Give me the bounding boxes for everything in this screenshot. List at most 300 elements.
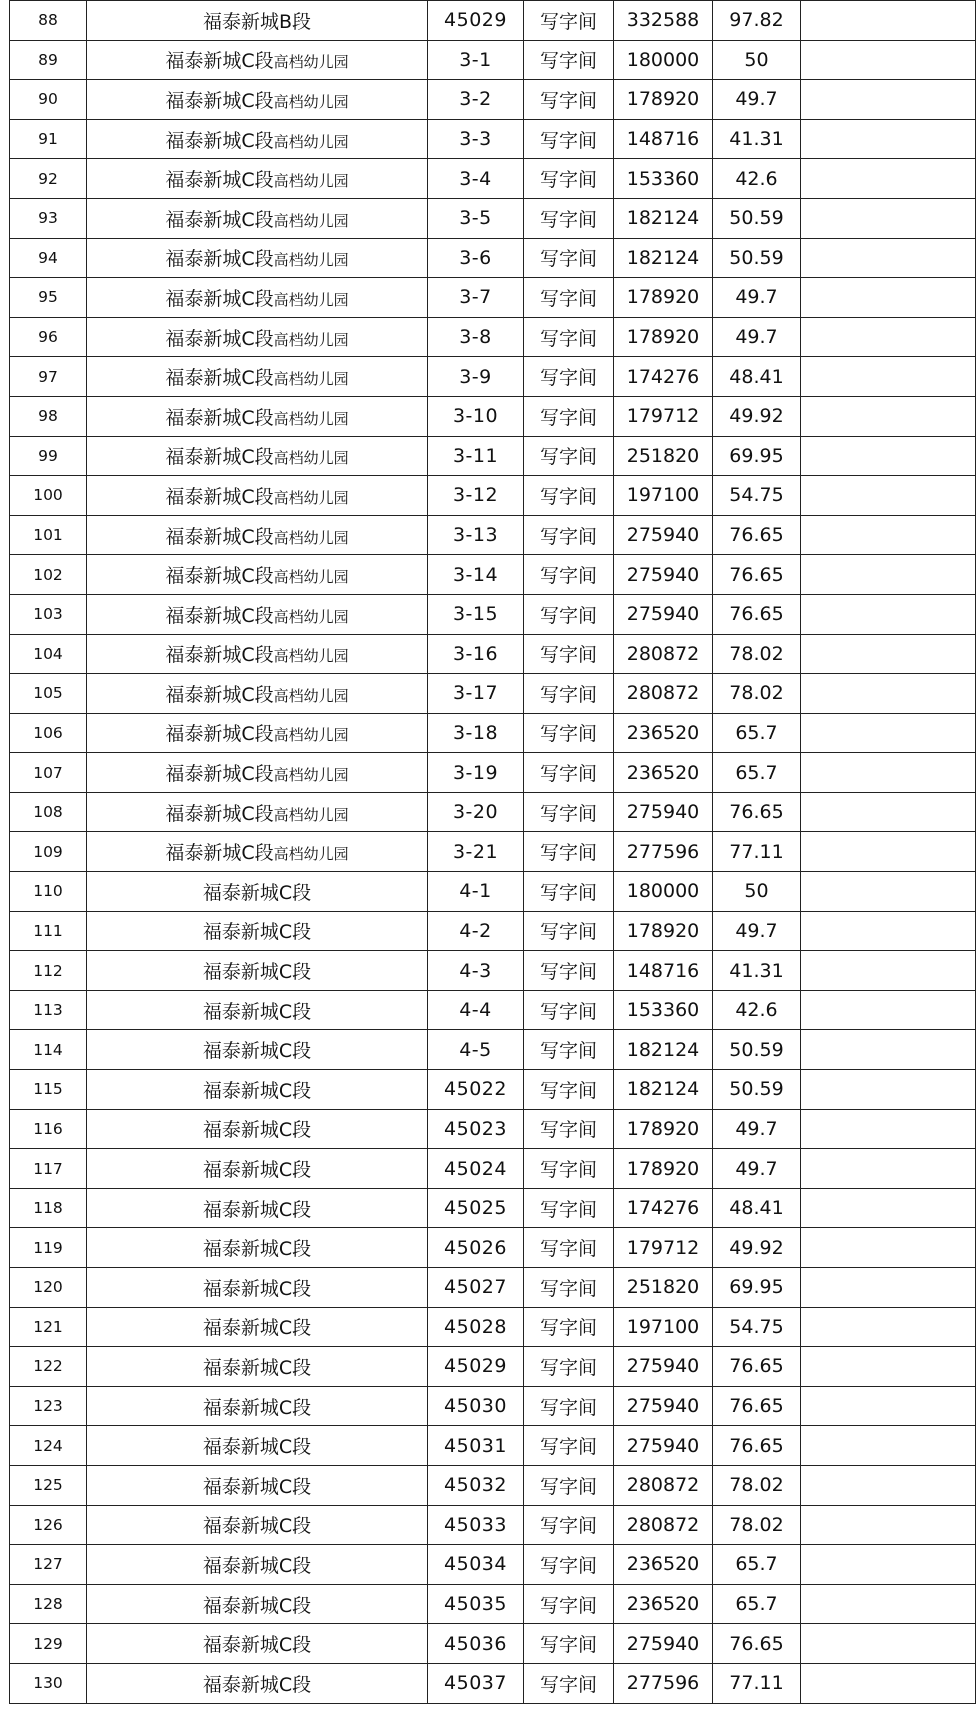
table-row [10, 713, 976, 753]
project-name: 福泰新城C段 [165, 525, 274, 548]
cell-row-number: 123 [10, 1386, 87, 1426]
project-name: 福泰新城C段 [165, 327, 274, 350]
cell-row-number: 90 [10, 80, 87, 120]
cell-blank [801, 1030, 976, 1070]
cell-usage: 写字间 [524, 911, 614, 951]
project-name: 福泰新城C段 [202, 1198, 312, 1221]
cell-unit-number: 45031 [428, 1426, 524, 1466]
cell-area: 49.7 [713, 317, 801, 357]
cell-blank [801, 317, 976, 357]
cell-unit-number: 3-21 [428, 832, 524, 872]
cell-project [87, 1109, 428, 1149]
cell-area: 77.11 [713, 832, 801, 872]
cell-total-price: 275940 [614, 515, 713, 555]
cell-usage: 写字间 [524, 238, 614, 278]
project-name: 福泰新城C段 [165, 802, 274, 825]
project-name: 福泰新城C段 [202, 1238, 312, 1261]
cell-area: 65.7 [713, 1584, 801, 1624]
cell-unit-number: 3-8 [428, 317, 524, 357]
project-name: 福泰新城C段 [165, 446, 274, 469]
cell-area: 78.02 [713, 674, 801, 714]
cell-total-price: 280872 [614, 634, 713, 674]
cell-unit-number: 3-16 [428, 634, 524, 674]
project-note: 高档幼儿园 [273, 845, 349, 864]
property-table-wrapper [9, 0, 976, 1704]
cell-usage: 写字间 [524, 1545, 614, 1585]
cell-area: 78.02 [713, 1505, 801, 1545]
project-name: 福泰新城C段 [202, 961, 312, 984]
cell-unit-number: 3-10 [428, 396, 524, 436]
cell-total-price: 236520 [614, 1545, 713, 1585]
cell-row-number: 111 [10, 911, 87, 951]
cell-total-price: 275940 [614, 792, 713, 832]
table-row [10, 674, 976, 714]
cell-total-price: 178920 [614, 317, 713, 357]
project-name: 福泰新城C段 [202, 1515, 312, 1538]
cell-total-price: 275940 [614, 1386, 713, 1426]
cell-project [87, 713, 428, 753]
cell-area: 41.31 [713, 119, 801, 159]
cell-usage: 写字间 [524, 159, 614, 199]
cell-blank [801, 990, 976, 1030]
cell-area: 65.7 [713, 713, 801, 753]
cell-blank [801, 476, 976, 516]
project-name: 福泰新城C段 [202, 1594, 312, 1617]
cell-unit-number: 45024 [428, 1149, 524, 1189]
cell-project [87, 555, 428, 595]
table-row [10, 1663, 976, 1703]
cell-usage: 写字间 [524, 396, 614, 436]
cell-project [87, 357, 428, 397]
cell-total-price: 180000 [614, 872, 713, 912]
cell-row-number: 127 [10, 1545, 87, 1585]
table-row [10, 1465, 976, 1505]
cell-area: 76.65 [713, 1426, 801, 1466]
project-note: 高档幼儿园 [273, 330, 349, 349]
cell-total-price: 178920 [614, 1149, 713, 1189]
cell-total-price: 251820 [614, 1268, 713, 1308]
cell-usage: 写字间 [524, 1386, 614, 1426]
cell-project [87, 1188, 428, 1228]
cell-usage: 写字间 [524, 1584, 614, 1624]
cell-project [87, 1663, 428, 1703]
cell-row-number: 119 [10, 1228, 87, 1268]
project-name: 福泰新城C段 [202, 1673, 312, 1696]
table-row [10, 872, 976, 912]
cell-usage: 写字间 [524, 1070, 614, 1110]
cell-row-number: 114 [10, 1030, 87, 1070]
cell-total-price: 174276 [614, 357, 713, 397]
cell-area: 65.7 [713, 1545, 801, 1585]
cell-project [87, 1386, 428, 1426]
cell-total-price: 178920 [614, 80, 713, 120]
project-name: 福泰新城B段 [202, 10, 312, 33]
project-name: 福泰新城C段 [202, 1554, 312, 1577]
cell-row-number: 113 [10, 990, 87, 1030]
cell-usage: 写字间 [524, 40, 614, 80]
property-table [9, 0, 976, 1704]
cell-blank [801, 238, 976, 278]
cell-usage: 写字间 [524, 317, 614, 357]
cell-project [87, 674, 428, 714]
project-name: 福泰新城C段 [202, 1079, 312, 1102]
cell-area: 49.7 [713, 911, 801, 951]
cell-project [87, 515, 428, 555]
cell-usage: 写字间 [524, 476, 614, 516]
project-note: 高档幼儿园 [273, 370, 349, 389]
project-name: 福泰新城C段 [165, 763, 274, 786]
cell-unit-number: 45033 [428, 1505, 524, 1545]
project-name: 福泰新城C段 [165, 50, 274, 73]
project-name: 福泰新城C段 [202, 921, 312, 944]
cell-area: 78.02 [713, 1465, 801, 1505]
cell-row-number: 122 [10, 1347, 87, 1387]
project-name: 福泰新城C段 [165, 248, 274, 271]
cell-row-number: 118 [10, 1188, 87, 1228]
cell-unit-number: 3-13 [428, 515, 524, 555]
project-name: 福泰新城C段 [165, 842, 274, 865]
project-note: 高档幼儿园 [273, 766, 349, 785]
project-name: 福泰新城C段 [165, 287, 274, 310]
cell-area: 76.65 [713, 792, 801, 832]
cell-usage: 写字间 [524, 792, 614, 832]
cell-blank [801, 1584, 976, 1624]
cell-total-price: 182124 [614, 1030, 713, 1070]
cell-project [87, 278, 428, 318]
cell-row-number: 101 [10, 515, 87, 555]
cell-project [87, 317, 428, 357]
cell-total-price: 275940 [614, 1624, 713, 1664]
cell-area: 49.7 [713, 1109, 801, 1149]
cell-project [87, 238, 428, 278]
cell-project [87, 1070, 428, 1110]
cell-blank [801, 1624, 976, 1664]
cell-row-number: 93 [10, 198, 87, 238]
project-name: 福泰新城C段 [202, 1475, 312, 1498]
cell-unit-number: 45022 [428, 1070, 524, 1110]
project-name: 福泰新城C段 [165, 89, 274, 112]
project-name: 福泰新城C段 [165, 485, 274, 508]
cell-blank [801, 594, 976, 634]
cell-blank [801, 713, 976, 753]
project-note: 高档幼儿园 [273, 290, 349, 309]
cell-project [87, 436, 428, 476]
cell-blank [801, 1228, 976, 1268]
cell-area: 50 [713, 872, 801, 912]
table-row [10, 476, 976, 516]
cell-total-price: 280872 [614, 1505, 713, 1545]
cell-usage: 写字间 [524, 1307, 614, 1347]
cell-row-number: 94 [10, 238, 87, 278]
table-row [10, 278, 976, 318]
cell-total-price: 182124 [614, 198, 713, 238]
cell-usage: 写字间 [524, 515, 614, 555]
cell-row-number: 117 [10, 1149, 87, 1189]
cell-usage: 写字间 [524, 1268, 614, 1308]
cell-usage: 写字间 [524, 198, 614, 238]
cell-blank [801, 1268, 976, 1308]
cell-blank [801, 555, 976, 595]
cell-row-number: 115 [10, 1070, 87, 1110]
cell-row-number: 103 [10, 594, 87, 634]
cell-blank [801, 396, 976, 436]
cell-row-number: 98 [10, 396, 87, 436]
cell-area: 76.65 [713, 555, 801, 595]
project-note: 高档幼儿园 [273, 805, 349, 824]
cell-unit-number: 45034 [428, 1545, 524, 1585]
cell-row-number: 110 [10, 872, 87, 912]
cell-project [87, 1347, 428, 1387]
cell-area: 76.65 [713, 1624, 801, 1664]
cell-row-number: 130 [10, 1663, 87, 1703]
cell-total-price: 275940 [614, 555, 713, 595]
cell-blank [801, 436, 976, 476]
cell-usage: 写字间 [524, 634, 614, 674]
cell-blank [801, 634, 976, 674]
table-row [10, 1268, 976, 1308]
cell-usage: 写字间 [524, 594, 614, 634]
cell-area: 69.95 [713, 1268, 801, 1308]
cell-total-price: 277596 [614, 1663, 713, 1703]
table-row [10, 1426, 976, 1466]
project-name: 福泰新城C段 [202, 1396, 312, 1419]
cell-unit-number: 3-6 [428, 238, 524, 278]
cell-total-price: 197100 [614, 1307, 713, 1347]
table-row [10, 1505, 976, 1545]
cell-usage: 写字间 [524, 80, 614, 120]
cell-project [87, 1268, 428, 1308]
cell-row-number: 107 [10, 753, 87, 793]
cell-project [87, 634, 428, 674]
project-name: 福泰新城C段 [202, 1000, 312, 1023]
cell-unit-number: 45026 [428, 1228, 524, 1268]
table-row [10, 1624, 976, 1664]
cell-row-number: 128 [10, 1584, 87, 1624]
cell-total-price: 277596 [614, 832, 713, 872]
project-name: 福泰新城C段 [202, 1356, 312, 1379]
cell-area: 49.7 [713, 1149, 801, 1189]
project-name: 福泰新城C段 [202, 1040, 312, 1063]
cell-project [87, 911, 428, 951]
cell-row-number: 124 [10, 1426, 87, 1466]
cell-unit-number: 3-20 [428, 792, 524, 832]
cell-blank [801, 119, 976, 159]
project-name: 福泰新城C段 [202, 1436, 312, 1459]
cell-usage: 写字间 [524, 1, 614, 41]
cell-project [87, 40, 428, 80]
cell-project [87, 1030, 428, 1070]
cell-area: 65.7 [713, 753, 801, 793]
cell-blank [801, 1545, 976, 1585]
cell-project [87, 753, 428, 793]
cell-unit-number: 45025 [428, 1188, 524, 1228]
cell-blank [801, 674, 976, 714]
cell-row-number: 92 [10, 159, 87, 199]
cell-project [87, 1624, 428, 1664]
cell-row-number: 91 [10, 119, 87, 159]
cell-unit-number: 3-18 [428, 713, 524, 753]
table-row [10, 1228, 976, 1268]
cell-blank [801, 1307, 976, 1347]
cell-row-number: 108 [10, 792, 87, 832]
cell-area: 76.65 [713, 515, 801, 555]
cell-blank [801, 1347, 976, 1387]
cell-total-price: 236520 [614, 1584, 713, 1624]
cell-usage: 写字间 [524, 119, 614, 159]
cell-row-number: 106 [10, 713, 87, 753]
table-row [10, 1, 976, 41]
cell-row-number: 102 [10, 555, 87, 595]
cell-unit-number: 45035 [428, 1584, 524, 1624]
cell-area: 50.59 [713, 1070, 801, 1110]
project-name: 福泰新城C段 [165, 683, 274, 706]
project-name: 福泰新城C段 [202, 1317, 312, 1340]
cell-blank [801, 872, 976, 912]
cell-project [87, 951, 428, 991]
cell-area: 77.11 [713, 1663, 801, 1703]
cell-project [87, 1307, 428, 1347]
cell-usage: 写字间 [524, 357, 614, 397]
cell-unit-number: 45023 [428, 1109, 524, 1149]
project-note: 高档幼儿园 [273, 172, 349, 191]
table-row [10, 396, 976, 436]
cell-row-number: 125 [10, 1465, 87, 1505]
cell-project [87, 159, 428, 199]
project-note: 高档幼儿园 [273, 409, 349, 428]
cell-total-price: 153360 [614, 990, 713, 1030]
cell-blank [801, 1465, 976, 1505]
cell-area: 49.92 [713, 396, 801, 436]
project-name: 福泰新城C段 [165, 723, 274, 746]
cell-unit-number: 3-15 [428, 594, 524, 634]
cell-unit-number: 45037 [428, 1663, 524, 1703]
cell-area: 76.65 [713, 1347, 801, 1387]
cell-usage: 写字间 [524, 990, 614, 1030]
cell-total-price: 182124 [614, 1070, 713, 1110]
cell-area: 69.95 [713, 436, 801, 476]
project-note: 高档幼儿园 [273, 568, 349, 587]
cell-total-price: 178920 [614, 278, 713, 318]
table-row [10, 119, 976, 159]
cell-area: 54.75 [713, 476, 801, 516]
cell-usage: 写字间 [524, 1624, 614, 1664]
table-row [10, 832, 976, 872]
cell-usage: 写字间 [524, 951, 614, 991]
cell-blank [801, 1149, 976, 1189]
table-row [10, 80, 976, 120]
cell-project [87, 792, 428, 832]
cell-unit-number: 3-9 [428, 357, 524, 397]
cell-project [87, 1505, 428, 1545]
project-note: 高档幼儿园 [273, 726, 349, 745]
cell-usage: 写字间 [524, 674, 614, 714]
cell-unit-number: 45029 [428, 1347, 524, 1387]
table-row [10, 753, 976, 793]
cell-blank [801, 40, 976, 80]
cell-project [87, 1465, 428, 1505]
cell-row-number: 126 [10, 1505, 87, 1545]
cell-row-number: 104 [10, 634, 87, 674]
cell-blank [801, 515, 976, 555]
cell-blank [801, 753, 976, 793]
cell-row-number: 88 [10, 1, 87, 41]
table-row [10, 317, 976, 357]
cell-total-price: 153360 [614, 159, 713, 199]
cell-blank [801, 832, 976, 872]
cell-blank [801, 1505, 976, 1545]
cell-unit-number: 45027 [428, 1268, 524, 1308]
cell-area: 50.59 [713, 198, 801, 238]
cell-unit-number: 4-1 [428, 872, 524, 912]
project-note: 高档幼儿园 [273, 528, 349, 547]
cell-row-number: 97 [10, 357, 87, 397]
table-row [10, 990, 976, 1030]
project-note: 高档幼儿园 [273, 488, 349, 507]
cell-row-number: 116 [10, 1109, 87, 1149]
cell-unit-number: 4-5 [428, 1030, 524, 1070]
project-name: 福泰新城C段 [165, 169, 274, 192]
cell-unit-number: 45036 [428, 1624, 524, 1664]
cell-unit-number: 45032 [428, 1465, 524, 1505]
table-row [10, 436, 976, 476]
cell-unit-number: 3-12 [428, 476, 524, 516]
cell-project [87, 476, 428, 516]
table-row [10, 40, 976, 80]
table-row [10, 1109, 976, 1149]
cell-unit-number: 3-7 [428, 278, 524, 318]
cell-unit-number: 3-5 [428, 198, 524, 238]
project-note: 高档幼儿园 [273, 53, 349, 72]
cell-area: 50 [713, 40, 801, 80]
cell-blank [801, 1386, 976, 1426]
cell-row-number: 112 [10, 951, 87, 991]
cell-usage: 写字间 [524, 713, 614, 753]
cell-blank [801, 1109, 976, 1149]
cell-usage: 写字间 [524, 1426, 614, 1466]
cell-row-number: 89 [10, 40, 87, 80]
project-note: 高档幼儿园 [273, 211, 349, 230]
cell-total-price: 236520 [614, 753, 713, 793]
cell-unit-number: 4-2 [428, 911, 524, 951]
cell-project [87, 594, 428, 634]
cell-unit-number: 3-3 [428, 119, 524, 159]
cell-total-price: 179712 [614, 1228, 713, 1268]
cell-blank [801, 1426, 976, 1466]
cell-blank [801, 198, 976, 238]
cell-unit-number: 45029 [428, 1, 524, 41]
cell-blank [801, 1663, 976, 1703]
cell-area: 78.02 [713, 634, 801, 674]
cell-area: 50.59 [713, 1030, 801, 1070]
cell-row-number: 96 [10, 317, 87, 357]
table-body [10, 1, 976, 1704]
table-row [10, 515, 976, 555]
cell-total-price: 236520 [614, 713, 713, 753]
table-row [10, 1386, 976, 1426]
cell-area: 76.65 [713, 1386, 801, 1426]
cell-unit-number: 3-2 [428, 80, 524, 120]
table-row [10, 1347, 976, 1387]
table-row [10, 1030, 976, 1070]
cell-unit-number: 45028 [428, 1307, 524, 1347]
cell-area: 49.7 [713, 278, 801, 318]
cell-unit-number: 3-17 [428, 674, 524, 714]
project-name: 福泰新城C段 [165, 604, 274, 627]
cell-blank [801, 1, 976, 41]
cell-project [87, 119, 428, 159]
table-row [10, 1188, 976, 1228]
cell-blank [801, 278, 976, 318]
